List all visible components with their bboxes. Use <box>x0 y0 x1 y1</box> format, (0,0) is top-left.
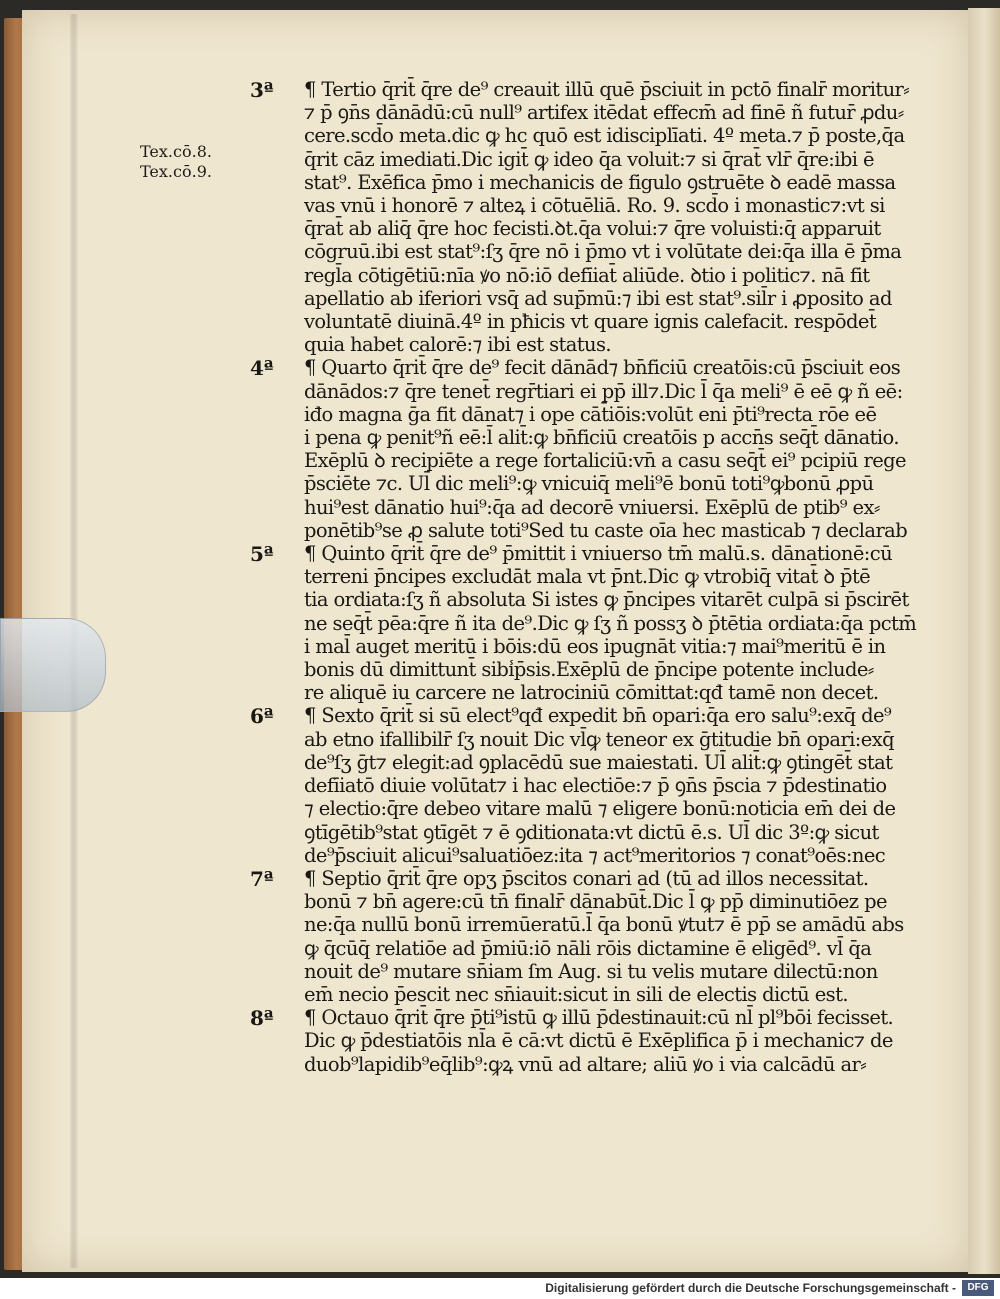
text-line: regl̄a cōtigētiū:nīa ꝟo nō:iō defīiat̄ aliūde. ꝺtio i politic⁊. nā fit <box>304 263 870 287</box>
text-line: ponētib⁹se ꝓ salute toti⁹Sed tu caste oīa hec masticab ⁊ declarab <box>304 518 908 542</box>
text-line: tia ordiata:ſʒ ñ absoluta Si istes ꝙ p̄ncipes vitarēt culpā si p̄scirēt <box>304 588 909 612</box>
paragraph-number: 4ª <box>250 356 274 381</box>
paragraph-number: 7ª <box>250 866 274 891</box>
margin-note-2: Tex.cō.9. <box>140 162 212 181</box>
text-line: ¶ Octauo q̄rit̄ q̄re p̄ti⁹istū ꝙ illū p̄destinauit:cū nl̄ pl⁹bōi fecisset. <box>304 1006 894 1030</box>
text-line: de⁹ſʒ ḡt⁊ elegit:ad ꝯplacēdū sue maiestati. Ul̄ alit̄:ꝙ ꝯtingēt̄ stat <box>304 750 893 774</box>
next-leaf-edge <box>968 8 1000 1274</box>
paragraph-6 <box>250 704 966 867</box>
text-line: ¶ Tertio q̄rit̄ q̄re de⁹ creauit illū quē p̄sciuit in pctō finalr̄ moritur⸗ <box>304 78 910 101</box>
text-line: p̄sciēte ⁊c. Ul̄ dic meli⁹:ꝙ vnicuiq̄ meli⁹ē bonū toti⁹ꝙbonū ꝓpū <box>304 472 874 496</box>
text-line: bonū ⁊ bn̄ agere:cū tn̄ finalr̄ dānabūt̄.Dic l̄ ꝙ pp̄ diminutiōez pe <box>304 890 887 914</box>
paragraph-8 <box>250 1006 966 1076</box>
text-line: q̄rit cāz imediati.Dic igit̄ ꝙ ideo q̄a voluit:⁊ si q̄rat̄ vlr̄ q̄re:ibi ē <box>304 147 874 171</box>
text-line: apellatio ab iferiori vsq̄ ad sup̄mū:⁊ ibi est stat⁹.sil̄r i ꝓposito ad <box>304 286 892 310</box>
paragraph-7 <box>250 866 966 1006</box>
funding-credit: Digitalisierung gefördert durch die Deutsche Forschungsgemeinschaft - <box>545 1281 956 1295</box>
text-line: q̄rat̄ ab aliq̄ q̄re hoc fecisti.ꝺt.q̄a volui:⁊ q̄re voluisti:q̄ apparuit <box>304 217 881 241</box>
text-line: bonis dū dimittunt̄ sibi̾p̄sis.Exēplū de p̄ncipe potente include⸗ <box>304 658 874 682</box>
text-line: ꝙ q̄cūq̄ relatiōe ad p̄miū:iō nāli rōis dictamine ē eligēd⁹. vl̄ q̄a <box>304 936 872 960</box>
text-line: i mal̄ auget meritū i bōis:dū eos ipugnāt vitia:⁊ mai⁹meritū ē in <box>304 634 886 658</box>
text-line: hui⁹est dānatio hui⁹:q̄a ad decorē vniuersi. Exēplū de ptib⁹ ex⸗ <box>304 495 880 519</box>
text-line: ab etno ifallibilr̄ ſʒ nouit Dic vl̄ꝙ teneor ex ḡtitudie bn̄ opari:exq̄ <box>304 727 894 751</box>
margin-note-1: Tex.cō.8. <box>140 142 212 161</box>
text-line: ꝯtīgētib⁹stat ꝯtīgēt ⁊ ē ꝯditionata:vt dictū ē.s. Ul̄ dic 3º:ꝙ sicut <box>304 820 879 844</box>
plastic-clip <box>0 618 106 712</box>
text-line: duob⁹lapidib⁹eq̄lib⁹:ꝙꝝ vnū ad altare; aliū ꝟo i via calcādū ar⸗ <box>304 1052 867 1076</box>
text-line: i pena ꝙ penit⁹ñ eē:l̄ alit̄:ꝙ bn̄ficiū creatōis p accn̄s seq̄t̄ dānatio. <box>304 426 899 450</box>
text-line: ¶ Quinto q̄rit̄ q̄re de⁹ p̄mittit i vniuerso tm̄ malū.s. dānationē:cū <box>304 542 893 566</box>
text-line: voluntatē diuinā.4º in pħicis vt quare ignis calefacit. respōdet̄ <box>304 310 877 334</box>
text-line: ne:q̄a nullū bonū irremūeratū.l̄ q̄a bonū ꝟtut⁊ ē pp̄ se amādū abs <box>304 913 904 937</box>
text-line: ⁊ electio:q̄re debeo vitare malū ⁊ eligere bonū:noticia em̄ dei de <box>304 797 896 821</box>
text-line: ¶ Septio q̄rit̄ q̄re opʒ p̄scitos conari ad (tū ad illos necessitat. <box>304 866 869 890</box>
text-line: nouit de⁹ mutare sn̄iam ſm Aug. si tu velis mutare dilectū:non <box>304 959 878 983</box>
text-line: ¶ Quarto q̄rit̄ q̄re de⁹ fecit dānād⁊ bn̄ficiū creatōis:cū p̄sciuit eos <box>304 356 901 380</box>
text-line: defīiatō diuie volūtat⁊ i hac electiōe:⁊ p̄ ꝯn̄s p̄scia ⁊ p̄destinatio <box>304 774 887 798</box>
text-line: terreni p̄ncipes excludāt mala vt p̄nt.Dic ꝙ vtrobiq̄ vitat̄ ꝺ p̄tē <box>304 565 871 589</box>
dfg-logo: DFG <box>962 1280 994 1296</box>
main-text-block <box>250 78 966 1076</box>
text-line: quia habet calorē:⁊ ibi est status. <box>304 333 611 357</box>
digitization-footer <box>0 1278 1000 1299</box>
paragraph-3 <box>250 78 966 357</box>
text-line: vas vnū i honorē ⁊ alteꝝ i cōtuēliā. Ro. 9. scd̄o i monastic⁊:vt si <box>304 194 885 218</box>
text-line: cōgruū.ibi est stat⁹:ſʒ q̄re nō i p̄mo vt i volūtate dei:q̄a illa ē p̄ma <box>304 240 902 264</box>
text-line: stat⁹. Exēfica p̄mo i mechanicis de figulo ꝯstruēte ꝺ eadē massa <box>304 170 896 194</box>
text-line: iđo magna ḡa fit dānat⁊ i ope cāt̄iōis:volūt eni p̄ti⁹recta rōe eē <box>304 402 877 426</box>
paragraph-number: 3ª <box>250 78 274 102</box>
text-line: ¶ Sexto q̄rit̄ si sū elect⁹qđ expedit bn̄ opari:q̄a ero salu⁹:exq̄ de⁹ <box>304 704 892 728</box>
text-line: de⁹p̄sciuit alicui⁹saluatiōez:ita ⁊ act⁹meritorios ⁊ conat⁹oēs:nec <box>304 843 886 867</box>
paragraph-5 <box>250 542 966 705</box>
text-line: em̄ necio p̄escit nec sn̄iauit:sicut in sili de electis dictū est. <box>304 982 848 1006</box>
text-line: ⁊ p̄ ꝯn̄s dānādū:cū null⁹ artifex itēdat effecm̄ ad finē ñ futur̄ ꝓdu⸗ <box>304 101 904 125</box>
text-line: re aliquē iu carcere ne latrociniū cōmittat:qđ tamē non decet. <box>304 681 879 705</box>
text-line: Exēplū ꝺ recipiēte a rege fortaliciū:vn̄ a casu seq̄t̄ ei⁹ pcipiū rege <box>304 449 906 473</box>
text-line: ne seq̄t̄ pēa:q̄re ñ ita de⁹.Dic ꝙ ſʒ ñ possʒ ꝺ p̄tētia ordiata:q̄a pctm̄ <box>304 611 917 635</box>
paragraph-number: 8ª <box>250 1006 274 1031</box>
text-line: dānādos:⁊ q̄re tenet̄ regr̄tiari ei pp̄ ill⁊.Dic l̄ q̄a meli⁹ ē eē ꝙ ñ eē: <box>304 379 903 403</box>
paragraph-number: 5ª <box>250 542 274 567</box>
paragraph-number: 6ª <box>250 704 274 729</box>
text-line: Dic ꝙ p̄destiatōis nl̄a ē cā:vt dictū ē Exēplifica p̄ i mechanic⁊ de <box>304 1029 893 1053</box>
text-line: cere.scd̄o meta.dic ꝙ hc quō est idisciplīati. 4º meta.⁊ p̄ poste,q̄a <box>304 124 905 148</box>
paragraph-4 <box>250 356 966 542</box>
